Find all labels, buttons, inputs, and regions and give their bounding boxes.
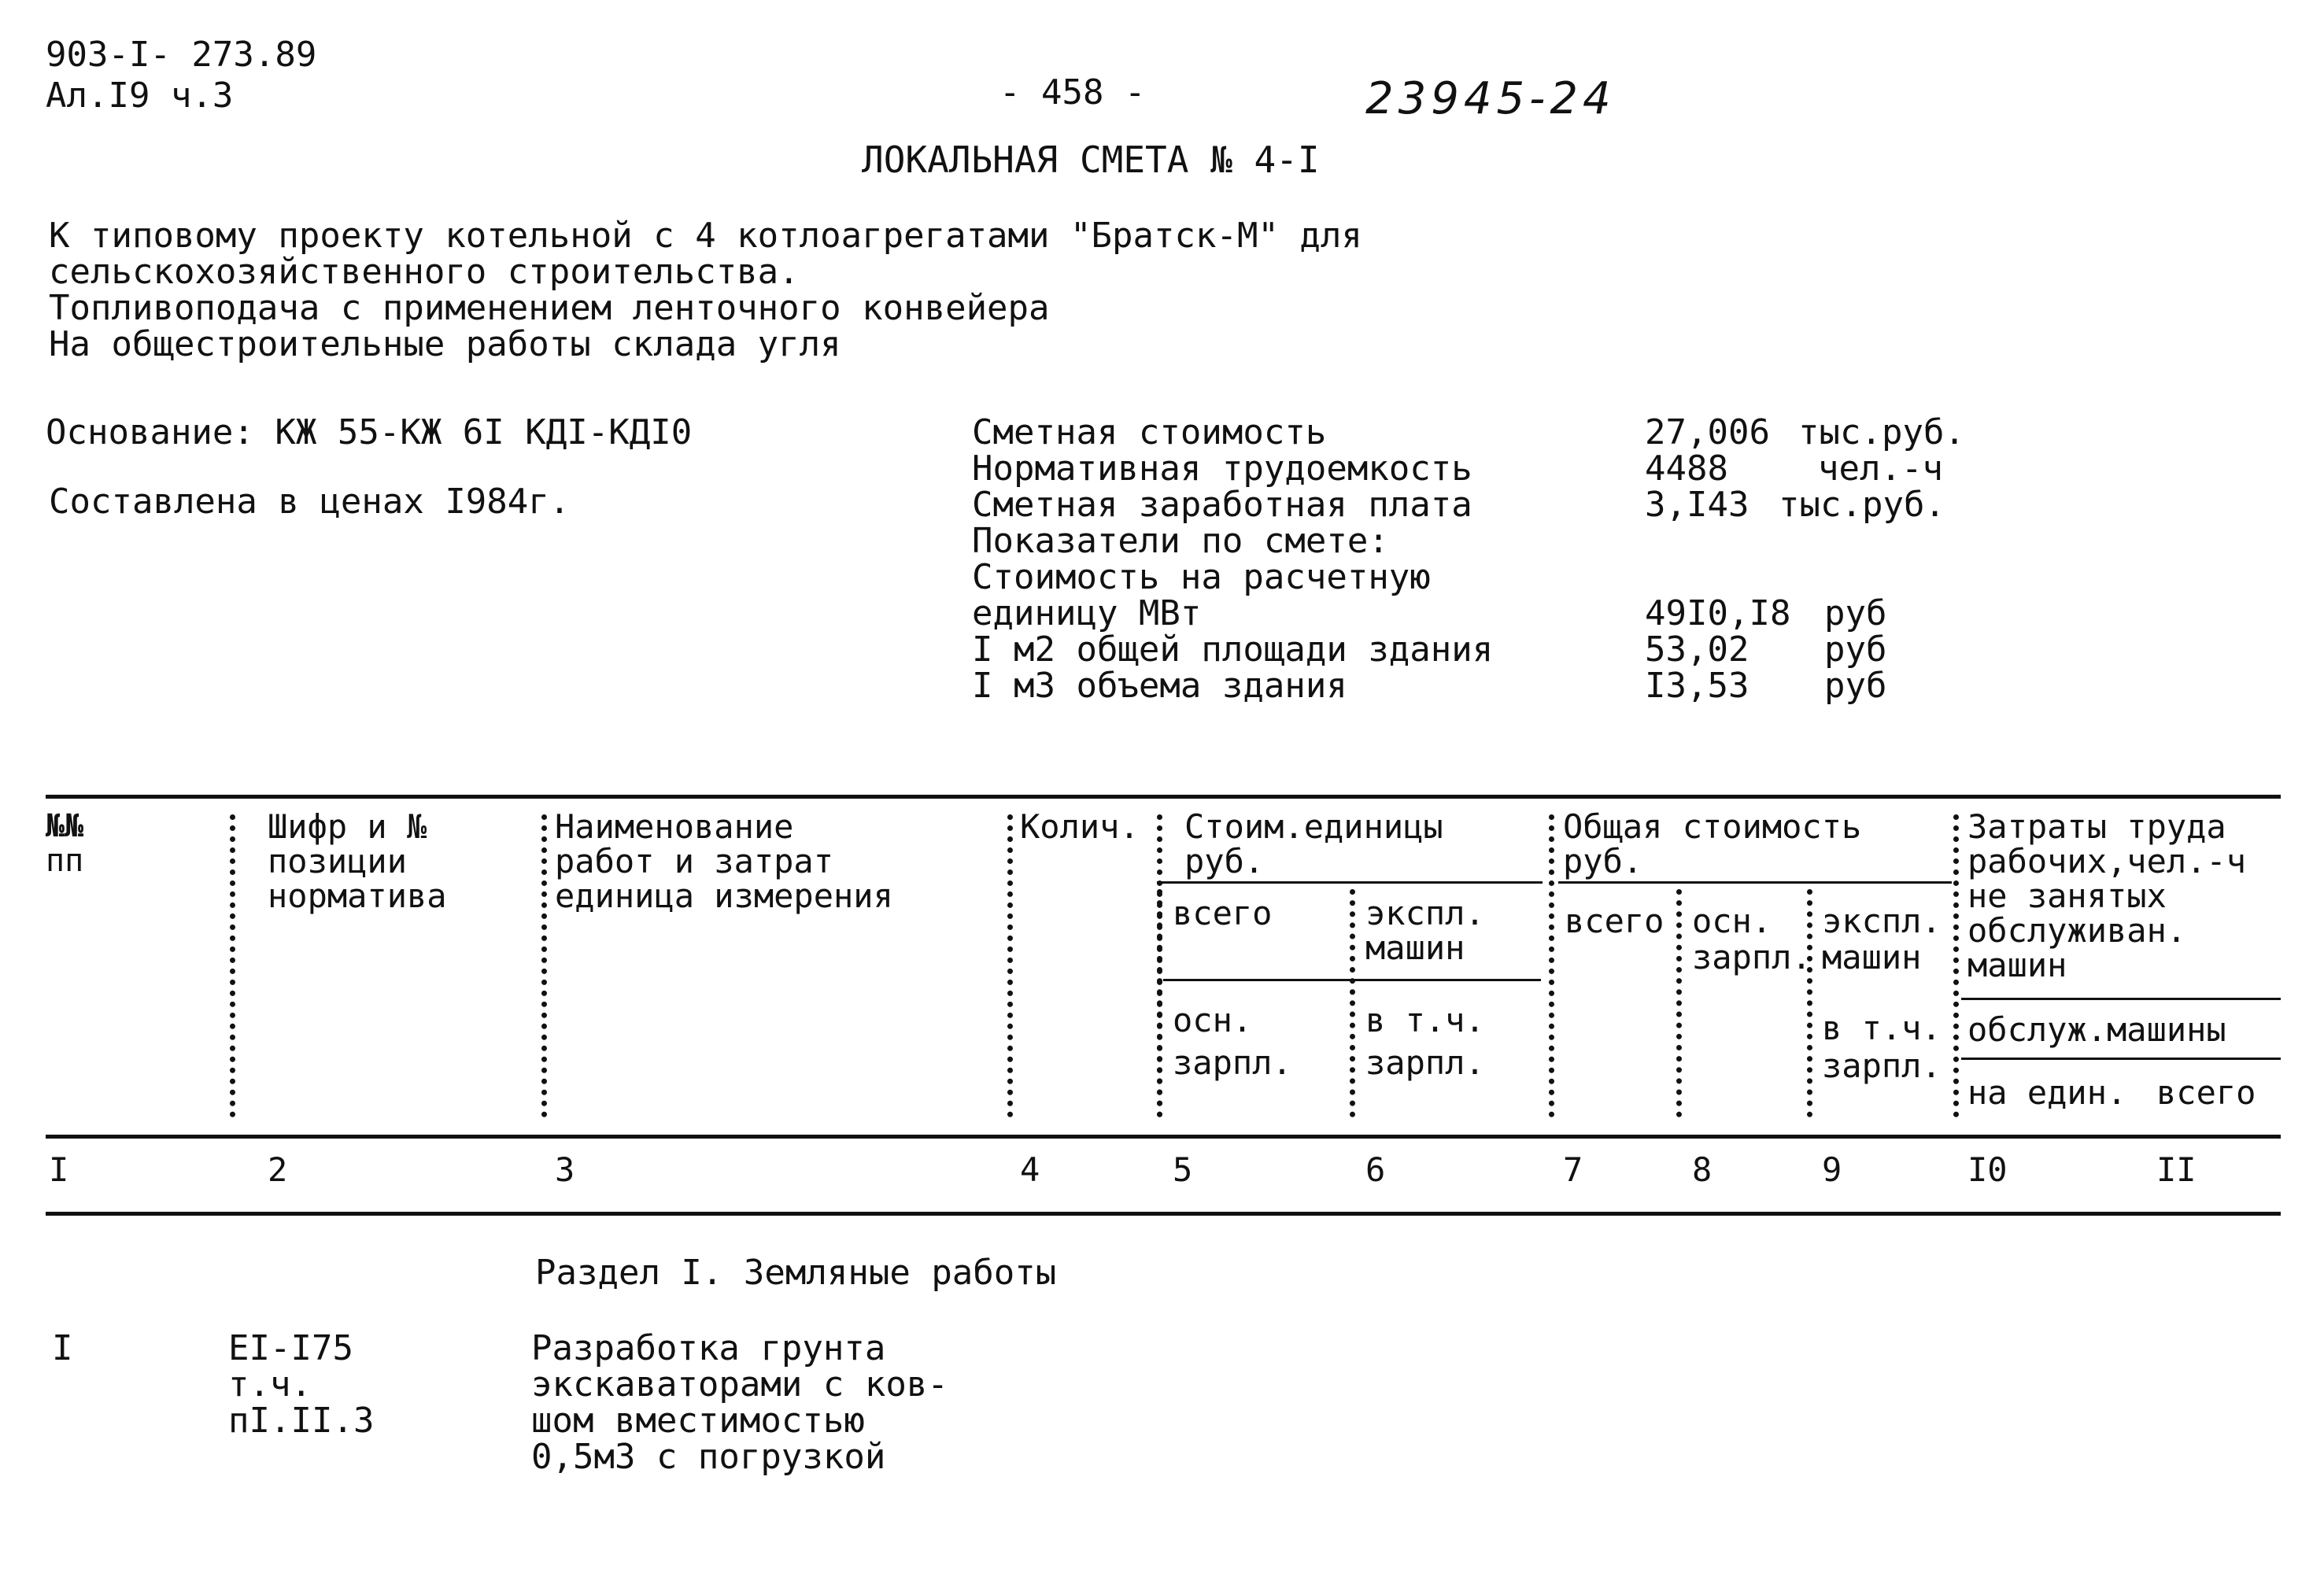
header-unit-cost: руб. — [1184, 842, 1265, 880]
section-title: Раздел I. Земляные работы — [535, 1253, 1057, 1293]
column-number: 5 — [1173, 1150, 1193, 1189]
header-name: работ и затрат — [555, 842, 834, 880]
row-code: т.ч. — [228, 1364, 312, 1405]
header-code: позиции — [268, 842, 408, 880]
summary-label: единицу МВт — [972, 593, 1202, 633]
row-code: пI.II.3 — [228, 1401, 375, 1441]
summary-unit: тыс.руб. — [1798, 412, 1965, 452]
header-name: единица измерения — [555, 877, 893, 915]
header-code: Шифр и № — [268, 807, 427, 846]
header-col9-wages: в т.ч. — [1822, 1009, 1942, 1047]
summary-label: Нормативная трудоемкость — [972, 449, 1472, 489]
header-col10-per-unit: на един. — [1967, 1073, 2127, 1112]
column-number: 4 — [1020, 1150, 1040, 1189]
column-separator — [1676, 889, 1682, 1117]
header-total-cost: Общая стоимость — [1563, 807, 1862, 846]
summary-label: I м2 общей площади здания — [972, 629, 1494, 670]
column-separator — [541, 814, 547, 1117]
row-name: экскаваторами с ков- — [531, 1364, 948, 1405]
header-col9-machines: машин — [1822, 938, 1922, 976]
group-rule — [1157, 881, 1543, 884]
row-number: I — [52, 1328, 73, 1368]
column-number: 6 — [1365, 1150, 1386, 1189]
column-number-bottom-rule — [46, 1212, 2281, 1216]
header-col11-total: всего — [2156, 1073, 2256, 1112]
summary-value: 27,006 — [1645, 412, 1770, 452]
summary-value: 53,02 — [1645, 629, 1749, 670]
description-line: Топливоподача с применением ленточного конвейера — [49, 288, 1050, 328]
column-number: 8 — [1692, 1150, 1713, 1189]
page-title: ЛОКАЛЬНАЯ СМЕТА № 4-I — [862, 138, 1320, 181]
subgroup-rule — [1163, 979, 1541, 981]
header-labor: рабочих,чел.-ч — [1967, 842, 2247, 880]
summary-label: Показатели по смете: — [972, 521, 1389, 561]
header-num: пп — [46, 843, 84, 879]
header-col8-wages: осн. — [1692, 902, 1772, 940]
page-number: - 458 - — [999, 72, 1146, 113]
summary-label: I м3 объема здания — [972, 666, 1347, 706]
header-col6-wages: в т.ч. — [1365, 1001, 1485, 1039]
summary-value: 3,I43 — [1645, 485, 1749, 525]
summary-label: Стоимость на расчетную — [972, 557, 1431, 597]
summary-label: Сметная заработная плата — [972, 485, 1472, 525]
column-separator — [1953, 814, 1959, 1117]
column-number: II — [2156, 1150, 2197, 1189]
column-number: 3 — [555, 1150, 575, 1189]
summary-unit: руб — [1824, 593, 1887, 633]
header-labor: Затраты труда — [1967, 807, 2226, 846]
summary-unit: чел.-ч — [1818, 449, 1943, 489]
row-name: Разработка грунта — [531, 1328, 886, 1368]
header-col6-machines: машин — [1365, 928, 1465, 967]
header-col7-total: всего — [1565, 902, 1664, 940]
header-unit-cost: Стоим.единицы — [1184, 807, 1443, 846]
header-name: Наименование — [555, 807, 794, 846]
header-labor-machines: обслуж.машины — [1967, 1010, 2226, 1049]
header-num: №№ — [46, 808, 84, 844]
header-col5-wages: осн. — [1173, 1001, 1253, 1039]
table-top-rule — [46, 795, 2281, 799]
header-col8-wages: зарпл. — [1692, 938, 1812, 976]
summary-value: 4488 — [1645, 449, 1728, 489]
description-line: К типовому проекту котельной с 4 котлоагрегатами "Братск-М" для — [49, 216, 1362, 256]
handwritten-number: 23945-24 — [1365, 73, 1616, 124]
header-col9-wages: зарпл. — [1822, 1047, 1942, 1085]
header-labor: не занятых — [1967, 877, 2167, 915]
group-rule — [1558, 881, 1952, 884]
album-reference: Ал.I9 ч.3 — [46, 76, 234, 116]
column-number: I0 — [1967, 1150, 2008, 1189]
summary-value: 49I0,I8 — [1645, 593, 1791, 633]
subgroup-rule — [1961, 998, 2281, 1000]
column-separator — [1007, 814, 1013, 1117]
subgroup-rule — [1961, 1058, 2281, 1060]
row-name: 0,5м3 с погрузкой — [531, 1437, 886, 1477]
basis-text: Основание: КЖ 55-КЖ 6I КДI-КДI0 — [46, 412, 693, 452]
header-total-cost: руб. — [1563, 842, 1643, 880]
header-code: нормативa — [268, 877, 447, 915]
column-number: 2 — [268, 1150, 288, 1189]
row-code: EI-I75 — [228, 1328, 353, 1368]
description-line: сельскохозяйственного строительства. — [49, 252, 800, 292]
column-separator — [1157, 889, 1162, 1117]
description-line: На общестроительные работы склада угля — [49, 324, 841, 364]
document-code: 903-I- 273.89 — [46, 35, 317, 75]
column-separator — [1350, 889, 1355, 1117]
header-labor: обслуживан. — [1967, 911, 2187, 950]
summary-unit: руб — [1824, 629, 1887, 670]
column-number: I — [49, 1150, 69, 1189]
header-col5-wages: зарпл. — [1173, 1043, 1292, 1082]
summary-label: Сметная стоимость — [972, 412, 1327, 452]
header-col6-wages: зарпл. — [1365, 1043, 1485, 1082]
header-col6-machines: экспл. — [1365, 894, 1485, 932]
summary-unit: руб — [1824, 666, 1887, 706]
header-labor: машин — [1967, 946, 2067, 984]
column-separator — [230, 814, 235, 1117]
summary-value: I3,53 — [1645, 666, 1749, 706]
column-separator — [1807, 889, 1812, 1117]
header-bottom-rule — [46, 1135, 2281, 1139]
row-name: шом вместимостью — [531, 1401, 865, 1441]
summary-unit: тыс.руб. — [1779, 485, 1945, 525]
header-col9-machines: экспл. — [1822, 902, 1942, 940]
header-quantity: Колич. — [1020, 807, 1140, 846]
column-separator — [1549, 814, 1554, 1117]
column-number: 7 — [1563, 1150, 1583, 1189]
column-number: 9 — [1822, 1150, 1842, 1189]
prices-year-text: Составлена в ценах I984г. — [49, 482, 571, 522]
header-col5-total: всего — [1173, 894, 1273, 932]
